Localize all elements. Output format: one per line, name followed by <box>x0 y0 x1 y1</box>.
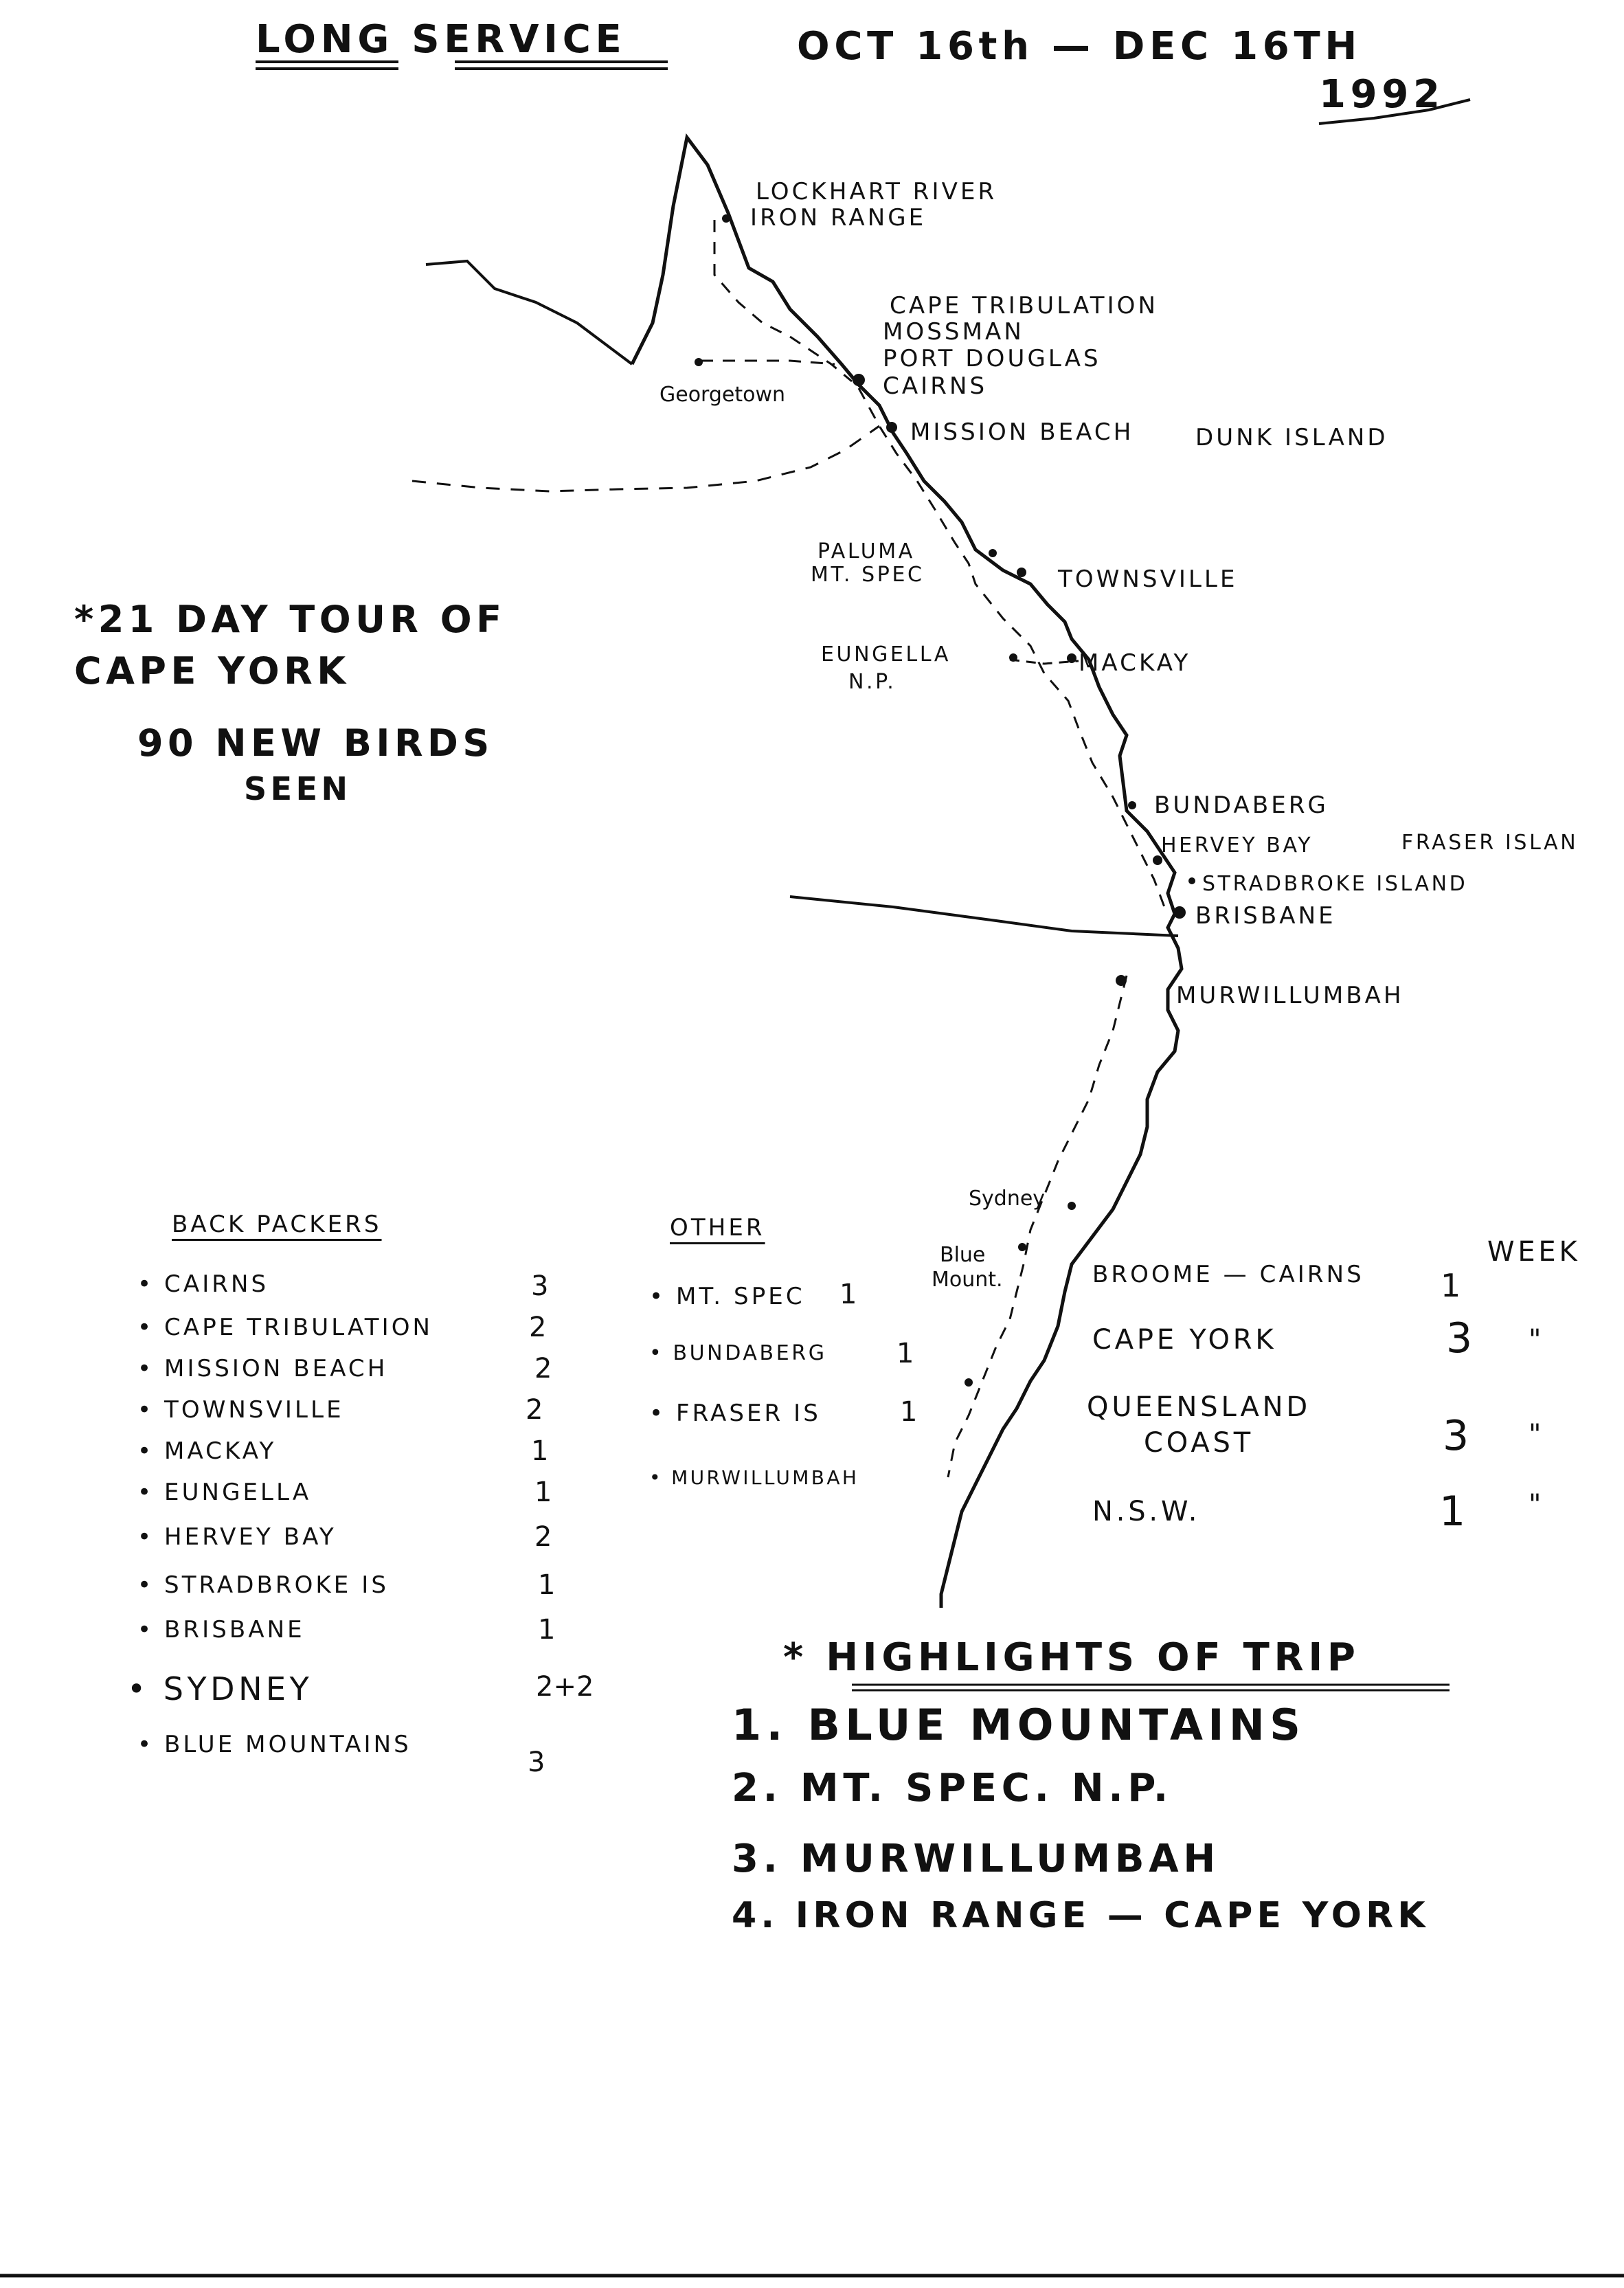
label-stradbroke-island: STRADBROKE ISLAND <box>1202 872 1468 896</box>
list-count: 1 <box>538 1569 556 1601</box>
list-item: • STRADBROKE IS <box>137 1571 390 1599</box>
list-count: 2 <box>534 1521 552 1553</box>
list-item: • CAPE TRIBULATION <box>137 1314 433 1341</box>
other-heading: OTHER <box>670 1214 765 1242</box>
dot-lockhart <box>722 214 730 223</box>
dot-eungella <box>1009 653 1017 662</box>
backpackers-heading: BACK PACKERS <box>172 1211 382 1238</box>
page-title: LONG SERVICE <box>256 17 627 62</box>
highlights-heading: * HIGHLIGHTS OF TRIP <box>783 1635 1360 1680</box>
list-item: • FRASER IS <box>649 1400 821 1427</box>
dot-stradbroke <box>1188 877 1195 884</box>
list-count: 1 <box>896 1338 914 1369</box>
list-item: • SYDNEY <box>127 1670 313 1707</box>
dot-mission-beach <box>886 422 897 433</box>
list-count: 2 <box>526 1394 543 1426</box>
list-item: • MISSION BEACH <box>137 1355 388 1382</box>
dot-sydney <box>1068 1202 1076 1210</box>
label-bundaberg: BUNDABERG <box>1154 792 1329 819</box>
list-item: • MT. SPEC <box>649 1283 805 1310</box>
route-dashed-west <box>412 426 879 491</box>
dot-murwillumbah <box>1116 975 1127 986</box>
label-eungella: EUNGELLA <box>821 642 951 666</box>
highlight-item: 2. MT. SPEC. N.P. <box>732 1766 1173 1810</box>
dot-mackay <box>1067 653 1076 663</box>
list-count: 2 <box>529 1312 547 1343</box>
list-count: 1 <box>900 1396 918 1428</box>
label-port-douglas: PORT DOUGLAS <box>883 345 1101 372</box>
label-mission-beach: MISSION BEACH <box>910 418 1134 446</box>
weeks-ditto: " <box>1529 1489 1542 1521</box>
list-count: 3 <box>531 1270 549 1302</box>
list-count: 1 <box>538 1614 556 1646</box>
label-mt-spec: MT. SPEC <box>811 563 925 587</box>
weeks-count: 3 <box>1443 1412 1469 1460</box>
list-item: • MURWILLUMBAH <box>649 1466 859 1489</box>
label-fraser-island: FRASER ISLAN <box>1401 831 1579 855</box>
highlight-item: 4. IRON RANGE — CAPE YORK <box>732 1895 1430 1936</box>
dot-cairns <box>853 374 865 386</box>
weeks-route: QUEENSLAND COAST <box>1087 1391 1311 1459</box>
label-sydney: Sydney <box>969 1187 1046 1211</box>
list-count: 1 <box>839 1279 857 1310</box>
weeks-heading: WEEK <box>1487 1236 1581 1268</box>
label-dunk-island: DUNK ISLAND <box>1195 424 1388 451</box>
label-eungella-np: N.P. <box>848 670 896 694</box>
label-cape-tribulation: CAPE TRIBULATION <box>890 292 1159 319</box>
dot-bundaberg <box>1128 801 1136 809</box>
state-border <box>790 897 1178 936</box>
label-cairns: CAIRNS <box>883 372 988 400</box>
weeks-route: N.S.W. <box>1092 1496 1201 1527</box>
route-dashed-georgetown <box>701 361 835 364</box>
tour-line-2: CAPE YORK <box>74 649 350 693</box>
weeks-count: 1 <box>1441 1267 1461 1304</box>
list-count: 1 <box>534 1477 552 1508</box>
label-townsville: TOWNSVILLE <box>1058 565 1238 593</box>
dot-brisbane <box>1173 906 1186 919</box>
list-item: • BLUE MOUNTAINS <box>137 1731 411 1758</box>
dot-paluma <box>989 549 997 557</box>
weeks-count: 1 <box>1439 1488 1466 1536</box>
list-count: 3 <box>528 1747 545 1778</box>
weeks-route: BROOME — CAIRNS <box>1092 1261 1364 1288</box>
label-paluma: PALUMA <box>817 539 915 563</box>
list-item: • BRISBANE <box>137 1616 305 1644</box>
label-brisbane: BRISBANE <box>1195 902 1336 930</box>
tour-line-3: 90 NEW BIRDS <box>137 721 494 765</box>
weeks-count: 3 <box>1446 1314 1473 1362</box>
list-item: • BUNDABERG <box>649 1341 827 1365</box>
dot-blue-mountains <box>1018 1243 1026 1251</box>
list-count: 2+2 <box>536 1671 594 1703</box>
tour-line-4: SEEN <box>244 770 352 807</box>
dot-georgetown <box>695 358 703 366</box>
label-mossman: MOSSMAN <box>883 318 1024 346</box>
dot-townsville <box>1017 568 1026 577</box>
label-iron-range: IRON RANGE <box>750 204 927 232</box>
year: 1992 <box>1319 72 1445 117</box>
tour-line-1: *21 DAY TOUR OF <box>74 598 506 641</box>
label-mount: Mount. <box>932 1268 1003 1292</box>
label-hervey-bay: HERVEY BAY <box>1161 833 1313 857</box>
weeks-ditto: " <box>1529 1419 1542 1450</box>
highlight-item: 1. BLUE MOUNTAINS <box>732 1700 1306 1750</box>
list-count: 1 <box>531 1435 549 1467</box>
list-item: • MACKAY <box>137 1437 277 1465</box>
list-count: 2 <box>534 1353 552 1384</box>
label-lockhart-river: LOCKHART RIVER <box>756 178 997 205</box>
highlight-item: 3. MURWILLUMBAH <box>732 1837 1220 1881</box>
list-item: • CAIRNS <box>137 1270 269 1298</box>
weeks-route: CAPE YORK <box>1092 1324 1277 1356</box>
list-item: • EUNGELLA <box>137 1479 312 1506</box>
weeks-ditto: " <box>1529 1324 1542 1356</box>
dot-south <box>965 1378 973 1387</box>
list-item: • TOWNSVILLE <box>137 1396 344 1424</box>
list-item: • HERVEY BAY <box>137 1523 337 1551</box>
label-mackay: MACKAY <box>1079 649 1191 677</box>
gulf-coastline <box>426 261 632 364</box>
label-murwillumbah: MURWILLUMBAH <box>1176 982 1404 1009</box>
date-range: OCT 16th — DEC 16TH <box>797 24 1362 69</box>
label-blue: Blue <box>940 1243 986 1267</box>
label-georgetown: Georgetown <box>659 383 786 407</box>
